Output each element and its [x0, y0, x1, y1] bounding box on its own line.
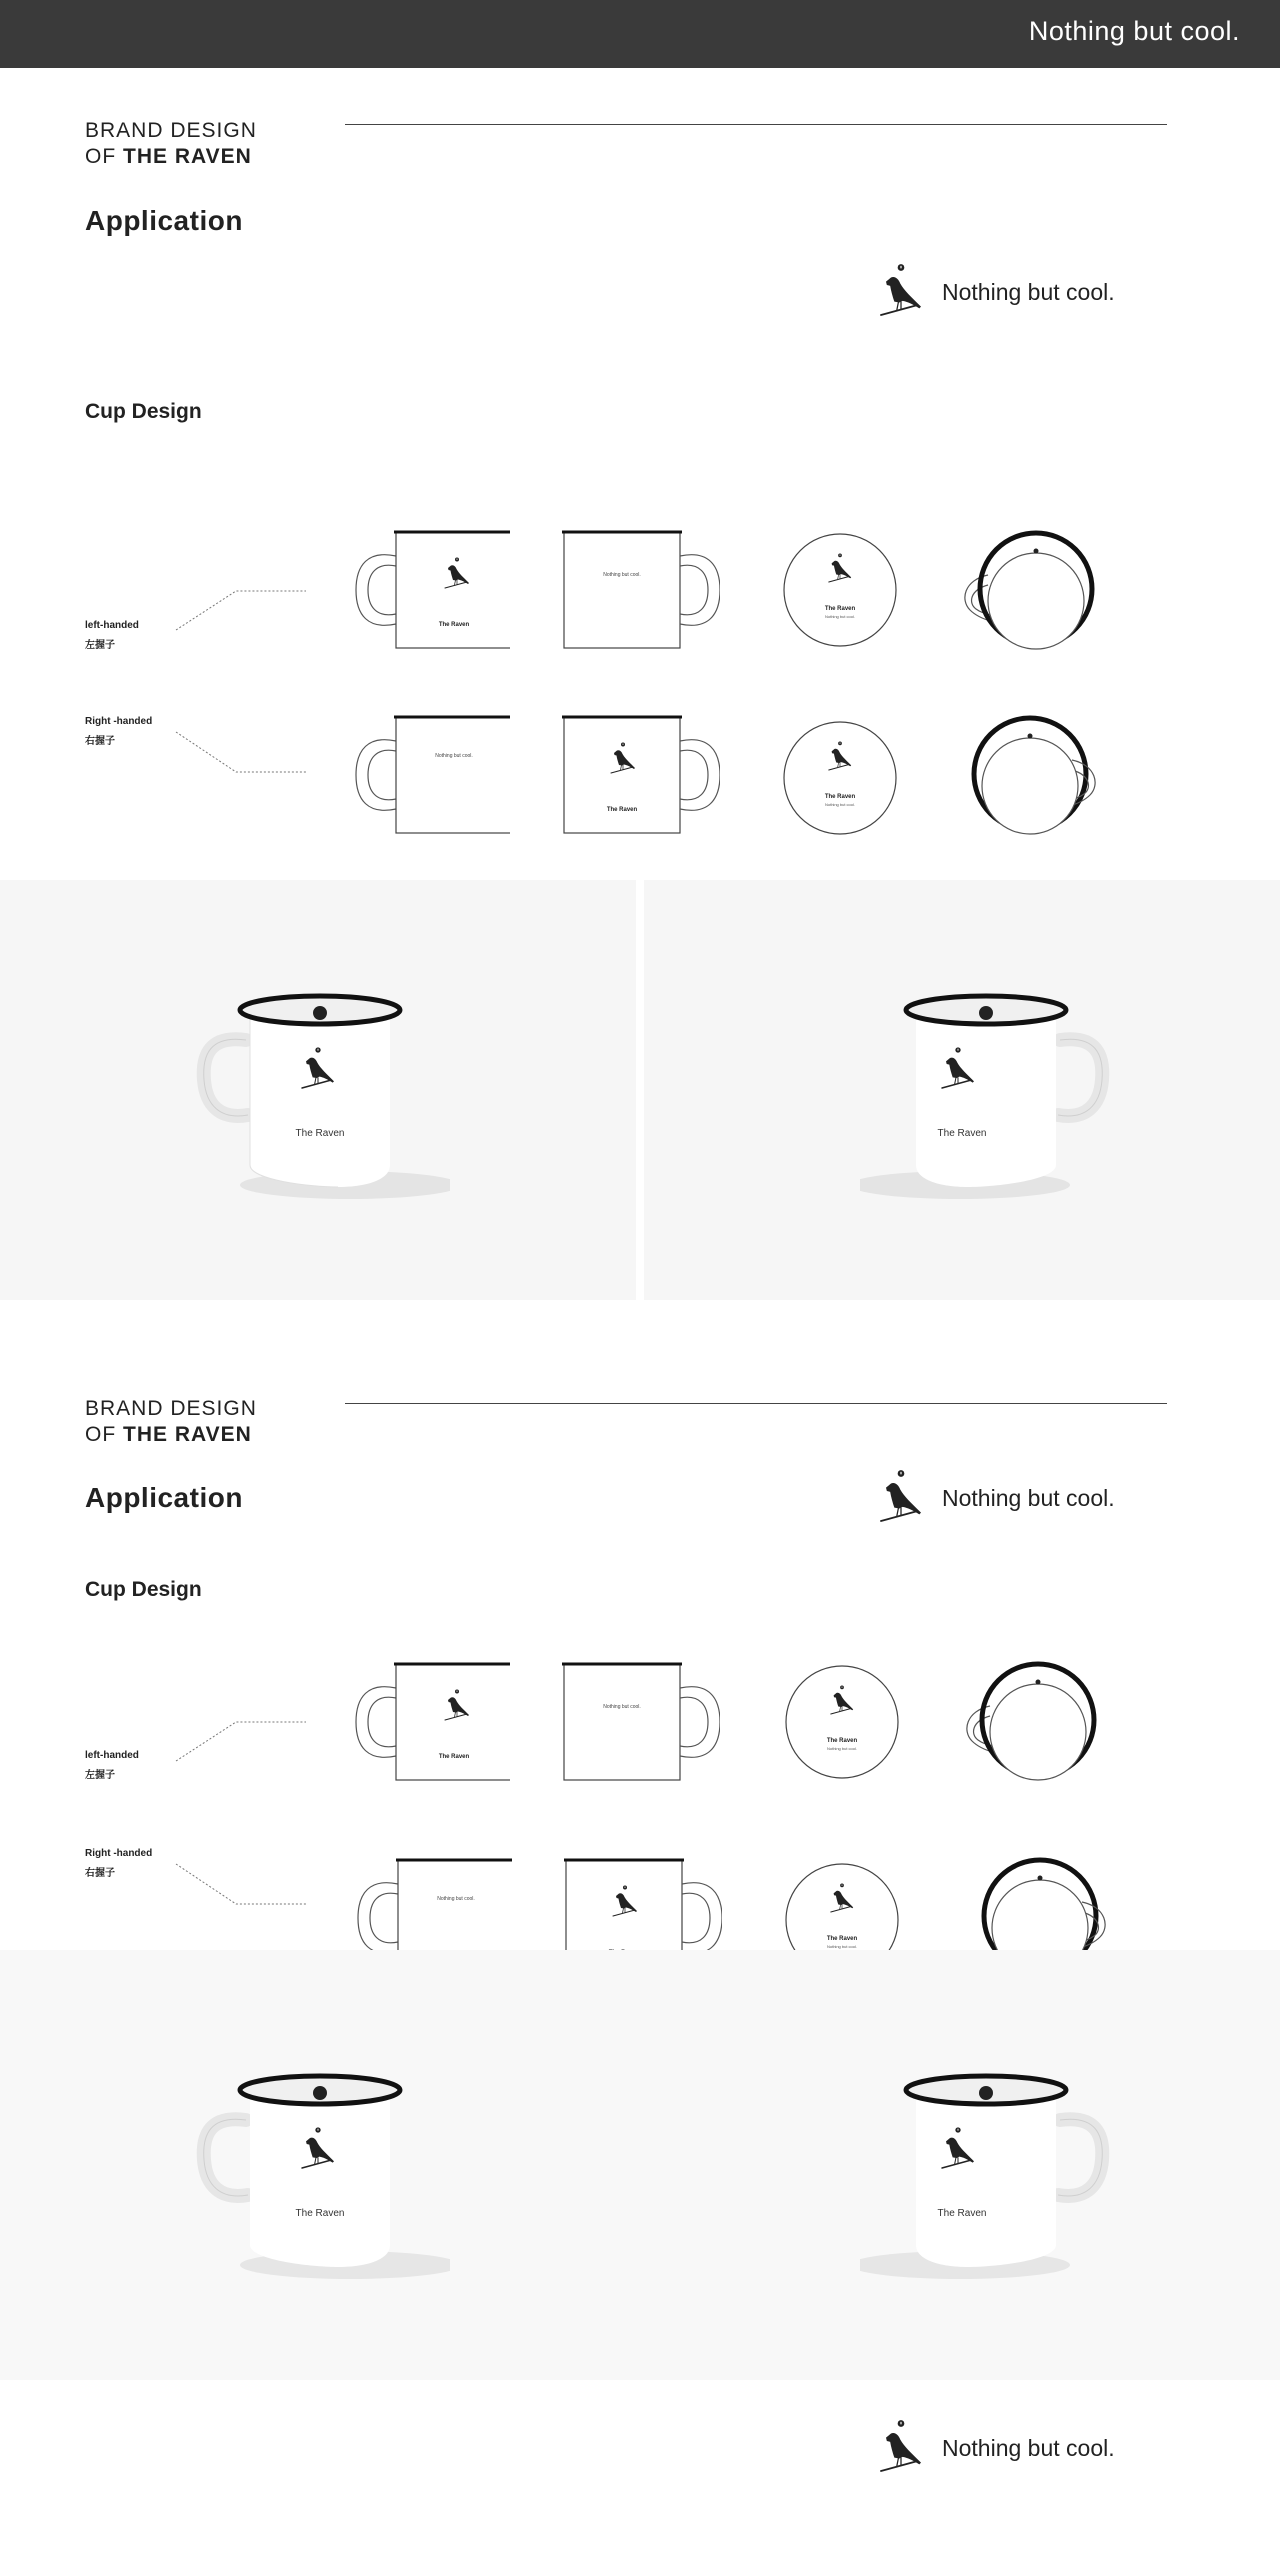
photo-divider: [636, 880, 644, 1300]
mug-back-label-r-2: Nothing but cool.: [437, 1896, 475, 1902]
mug-back-label-r: Nothing but cool.: [435, 753, 473, 759]
leader-line-left: [170, 585, 310, 635]
mug-front-label-r: The Raven: [606, 807, 638, 813]
application-title: Application: [85, 205, 243, 236]
brand-of: OF: [85, 145, 117, 168]
mug-photo-panel-2: [0, 1950, 1280, 2380]
brand-heading: [85, 118, 257, 170]
header-rule-2: [345, 1403, 1167, 1404]
mug-drawing-top-right-handed: [960, 710, 1100, 840]
photo-mug-label-2: The Raven: [295, 2208, 345, 2219]
lid-sub-label-2: Nothing but cool.: [826, 1746, 858, 1751]
right-handed-cn: 右握子: [85, 736, 115, 747]
mug-drawing-front-left-handed: [350, 520, 510, 650]
raven-logo-2: [876, 1468, 1136, 1528]
right-handed-label-2: [85, 1844, 152, 1884]
left-handed-en: left-handed: [85, 620, 139, 631]
right-handed-cn: 右握子: [85, 1868, 115, 1879]
raven-icon: [876, 262, 926, 318]
leader-line-left-2: [170, 1716, 310, 1766]
photo-mug-label-r-2: The Raven: [937, 2208, 987, 2219]
mug-drawing-back-left-handed: [560, 520, 720, 650]
raven-logo: [876, 262, 1136, 322]
photo-mug-label: The Raven: [295, 1128, 345, 1139]
lid-label-2: The Raven: [826, 1738, 858, 1744]
left-handed-cn: 左握子: [85, 640, 115, 651]
mug-back-label-2: Nothing but cool.: [603, 1704, 641, 1710]
mug-photo-left-handed: [190, 990, 450, 1220]
mug-photo-panel: [0, 880, 1280, 1300]
mug-front-label-2: The Raven: [438, 1754, 470, 1760]
mug-drawing-front-right-handed: [560, 705, 720, 835]
cup-design-title-2: Cup Design: [85, 1578, 202, 1601]
right-handed-en: Right -handed: [85, 716, 153, 727]
header-rule: [345, 124, 1167, 125]
cup-design-title: Cup Design: [85, 400, 202, 423]
raven-icon: [876, 1468, 926, 1524]
mug-photo-right-handed: [860, 990, 1120, 1220]
lid-sub-label-r: Nothing but cool.: [824, 802, 856, 807]
mug-drawing-back-left-handed-2: [560, 1652, 720, 1782]
brand-line-1: BRAND DESIGN: [85, 1397, 257, 1420]
brand-heading-2: [85, 1396, 257, 1448]
brand-name: THE RAVEN: [123, 145, 252, 168]
top-bar-slogan: Nothing but cool.: [1028, 16, 1240, 46]
footer-slogan: Nothing but cool.: [942, 2435, 1115, 2461]
leader-line-right-2: [170, 1860, 310, 1910]
mug-back-label: Nothing but cool.: [603, 572, 641, 578]
leader-line-right: [170, 728, 310, 778]
logo-slogan-2: Nothing but cool.: [942, 1485, 1115, 1511]
brand-line-1: BRAND DESIGN: [85, 119, 257, 142]
mug-drawing-lid-right-handed: [780, 718, 900, 838]
left-handed-label: [85, 616, 139, 656]
mug-drawing-lid-left-handed: [780, 530, 900, 650]
brand-name: THE RAVEN: [123, 1423, 252, 1446]
raven-icon: [876, 2418, 926, 2474]
brand-line-2: [85, 144, 257, 170]
mug-front-label: The Raven: [438, 622, 470, 628]
mug-drawing-lid-left-handed-2: [782, 1662, 902, 1782]
lid-label: The Raven: [824, 606, 856, 612]
footer-raven-logo: [876, 2418, 1136, 2478]
logo-slogan: Nothing but cool.: [942, 279, 1115, 305]
lid-label-r: The Raven: [824, 794, 856, 800]
right-handed-label: [85, 712, 152, 752]
lid-label-r-2: The Raven: [826, 1936, 858, 1942]
mug-photo-left-handed-2: [190, 2070, 450, 2300]
brand-line-2: [85, 1422, 257, 1448]
mug-drawing-front-left-handed-2: [350, 1652, 510, 1782]
right-handed-en: Right -handed: [85, 1848, 153, 1859]
lid-sub-label: Nothing but cool.: [824, 614, 856, 619]
photo-mug-label-r: The Raven: [937, 1128, 987, 1139]
mug-drawing-top-left-handed: [960, 525, 1100, 655]
lid-sub-label-r-2: Nothing but cool.: [826, 1944, 858, 1949]
brand-of: OF: [85, 1423, 117, 1446]
left-handed-cn: 左握子: [85, 1770, 115, 1781]
mug-drawing-back-right-handed: [350, 705, 510, 835]
left-handed-label-2: [85, 1746, 139, 1786]
section-2: [0, 1300, 1280, 2560]
mug-drawing-top-left-handed-2: [962, 1656, 1102, 1786]
left-handed-en: left-handed: [85, 1750, 139, 1761]
mug-photo-right-handed-2: [860, 2070, 1120, 2300]
application-title-2: Application: [85, 1482, 243, 1513]
